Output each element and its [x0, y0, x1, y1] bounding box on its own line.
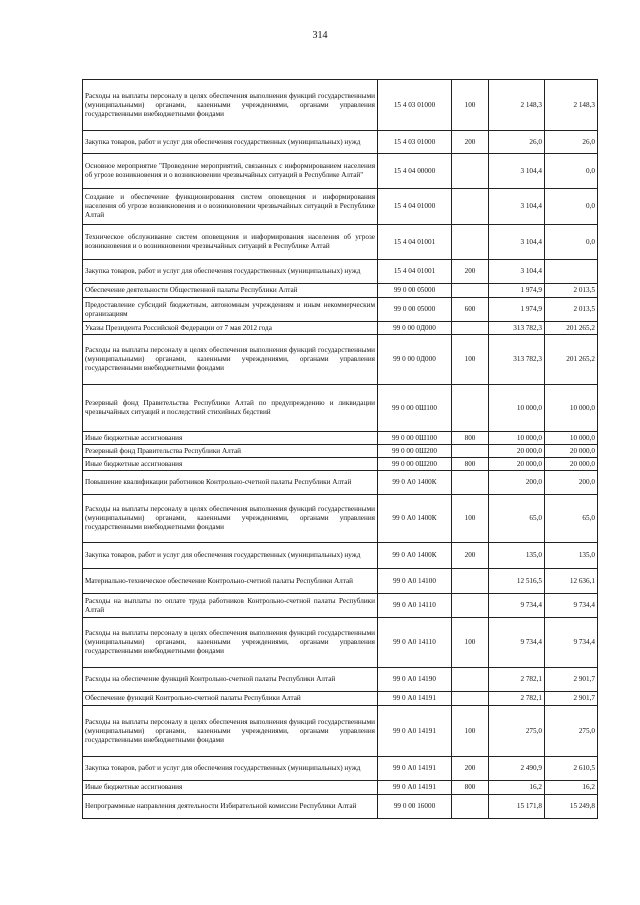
row-amount-year1: 20 000,0 — [489, 445, 545, 458]
row-amount-year2: 9 734,4 — [545, 618, 598, 668]
row-amount-year2: 201 265,2 — [545, 335, 598, 385]
row-expense-type: 100 — [452, 335, 489, 385]
table-row — [83, 322, 598, 335]
row-amount-year1: 12 516,5 — [489, 569, 545, 594]
table-row — [83, 795, 598, 819]
row-code: 99 0 А0 1400К — [378, 495, 452, 543]
table-row — [83, 543, 598, 569]
row-code: 99 0 А0 14100 — [378, 569, 452, 594]
row-amount-year1: 10 000,0 — [489, 432, 545, 445]
row-amount-year2 — [545, 260, 598, 284]
row-code: 99 0 00 05000 — [378, 284, 452, 298]
row-amount-year1: 3 104,4 — [489, 189, 545, 225]
table-row — [83, 668, 598, 692]
row-amount-year1: 10 000,0 — [489, 385, 545, 432]
table-row — [83, 445, 598, 458]
row-name: Закупка товаров, работ и услуг для обеспечения государственных (муниципальных) нужд — [83, 543, 378, 569]
row-name: Указы Президента Российской Федерации от 7 мая 2012 года — [83, 322, 378, 335]
table-row — [83, 618, 598, 668]
row-amount-year1: 3 104,4 — [489, 154, 545, 189]
row-amount-year1: 15 171,8 — [489, 795, 545, 819]
table-row — [83, 706, 598, 757]
row-code: 15 4 03 01000 — [378, 80, 452, 131]
row-code: 99 0 00 0Д000 — [378, 322, 452, 335]
row-expense-type: 100 — [452, 706, 489, 757]
row-name: Предоставление субсидий бюджетным, автономным учреждениям и иным некоммерческим организациям — [83, 298, 378, 322]
row-expense-type — [452, 154, 489, 189]
row-code: 15 4 03 01000 — [378, 131, 452, 154]
row-code: 99 0 А0 14191 — [378, 781, 452, 795]
row-amount-year2: 135,0 — [545, 543, 598, 569]
row-amount-year2: 9 734,4 — [545, 594, 598, 618]
row-expense-type: 600 — [452, 298, 489, 322]
row-expense-type: 200 — [452, 757, 489, 781]
budget-table — [82, 79, 598, 819]
row-amount-year2: 275,0 — [545, 706, 598, 757]
row-amount-year2: 0,0 — [545, 225, 598, 260]
row-amount-year1: 135,0 — [489, 543, 545, 569]
table-row — [83, 298, 598, 322]
row-amount-year2: 201 265,2 — [545, 322, 598, 335]
row-amount-year1: 275,0 — [489, 706, 545, 757]
row-expense-type: 200 — [452, 543, 489, 569]
row-amount-year2: 65,0 — [545, 495, 598, 543]
row-expense-type — [452, 795, 489, 819]
row-code: 99 0 00 16000 — [378, 795, 452, 819]
row-amount-year1: 313 782,3 — [489, 322, 545, 335]
row-code: 99 0 00 0Ш100 — [378, 385, 452, 432]
row-expense-type: 200 — [452, 131, 489, 154]
row-expense-type — [452, 225, 489, 260]
row-name: Материально-техническое обеспечение Контрольно-счетной палаты Республики Алтай — [83, 569, 378, 594]
budget-table-body — [83, 80, 598, 819]
row-amount-year2: 20 000,0 — [545, 458, 598, 471]
row-code: 15 4 04 01001 — [378, 260, 452, 284]
row-code: 99 0 А0 14110 — [378, 618, 452, 668]
table-row — [83, 284, 598, 298]
row-code: 99 0 А0 14191 — [378, 692, 452, 706]
row-amount-year1: 2 490,9 — [489, 757, 545, 781]
row-name: Иные бюджетные ассигнования — [83, 781, 378, 795]
row-code: 15 4 04 00000 — [378, 154, 452, 189]
row-name: Расходы на обеспечение функций Контрольно-счетной палаты Республики Алтай — [83, 668, 378, 692]
row-code: 99 0 А0 14190 — [378, 668, 452, 692]
row-amount-year1: 16,2 — [489, 781, 545, 795]
row-expense-type: 200 — [452, 260, 489, 284]
row-code: 99 0 А0 14110 — [378, 594, 452, 618]
row-expense-type — [452, 445, 489, 458]
row-name: Техническое обслуживание систем оповещения и информирования населения об угрозе возникновения и о возникновении чрезвычайных ситуаций в Республике Алтай — [83, 225, 378, 260]
table-row — [83, 757, 598, 781]
row-amount-year1: 26,0 — [489, 131, 545, 154]
row-name: Закупка товаров, работ и услуг для обеспечения государственных (муниципальных) нужд — [83, 757, 378, 781]
row-name: Расходы на выплаты персоналу в целях обеспечения выполнения функций государственными (муниципальными) органами, казенными учреждениями, органами управления государственными внебюджетными фондами — [83, 495, 378, 543]
row-name: Закупка товаров, работ и услуг для обеспечения государственных (муниципальных) нужд — [83, 131, 378, 154]
row-code: 99 0 А0 14191 — [378, 757, 452, 781]
row-amount-year2: 2 901,7 — [545, 668, 598, 692]
table-row — [83, 471, 598, 495]
row-code: 99 0 А0 14191 — [378, 706, 452, 757]
row-code: 15 4 04 01001 — [378, 225, 452, 260]
row-name: Иные бюджетные ассигнования — [83, 432, 378, 445]
row-name: Создание и обеспечение функционирования систем оповещения и информирования населения об угрозе возникновения и о возникновении чрезвычайных ситуаций в Республике Алтай — [83, 189, 378, 225]
row-name: Иные бюджетные ассигнования — [83, 458, 378, 471]
row-expense-type: 800 — [452, 781, 489, 795]
table-row — [83, 432, 598, 445]
row-amount-year1: 9 734,4 — [489, 594, 545, 618]
row-code: 99 0 00 0Д000 — [378, 335, 452, 385]
row-amount-year2: 0,0 — [545, 154, 598, 189]
row-amount-year1: 65,0 — [489, 495, 545, 543]
row-amount-year1: 1 974,9 — [489, 284, 545, 298]
row-name: Резервный фонд Правительства Республики Алтай — [83, 445, 378, 458]
row-amount-year2: 20 000,0 — [545, 445, 598, 458]
row-amount-year1: 1 974,9 — [489, 298, 545, 322]
row-code: 99 0 А0 1400К — [378, 471, 452, 495]
row-expense-type: 100 — [452, 618, 489, 668]
table-row — [83, 495, 598, 543]
row-amount-year2: 12 636,1 — [545, 569, 598, 594]
row-amount-year1: 200,0 — [489, 471, 545, 495]
row-code: 99 0 00 0Ш200 — [378, 458, 452, 471]
row-name: Основное мероприятие "Проведение мероприятий, связанных с информированием населения об угрозе возникновения и о возникновении чрезвычайных ситуаций в Республике Алтай" — [83, 154, 378, 189]
row-code: 99 0 00 0Ш200 — [378, 445, 452, 458]
row-amount-year2: 10 000,0 — [545, 432, 598, 445]
row-name: Закупка товаров, работ и услуг для обеспечения государственных (муниципальных) нужд — [83, 260, 378, 284]
row-amount-year2: 2 610,5 — [545, 757, 598, 781]
row-expense-type — [452, 569, 489, 594]
row-amount-year1: 3 104,4 — [489, 260, 545, 284]
row-expense-type — [452, 385, 489, 432]
row-name: Резервный фонд Правительства Республики Алтай по предупреждению и ликвидации чрезвычайных ситуаций и последствий стихийных бедствий — [83, 385, 378, 432]
table-row — [83, 260, 598, 284]
row-expense-type — [452, 322, 489, 335]
row-name: Расходы на выплаты по оплате труда работников Контрольно-счетной палаты Республики Алтай — [83, 594, 378, 618]
row-amount-year2: 2 148,3 — [545, 80, 598, 131]
row-expense-type: 100 — [452, 80, 489, 131]
table-row — [83, 225, 598, 260]
table-row — [83, 569, 598, 594]
row-expense-type — [452, 668, 489, 692]
row-expense-type: 800 — [452, 458, 489, 471]
row-amount-year1: 2 148,3 — [489, 80, 545, 131]
row-amount-year1: 2 782,1 — [489, 692, 545, 706]
table-row — [83, 189, 598, 225]
row-amount-year2: 2 013,5 — [545, 298, 598, 322]
row-amount-year2: 16,2 — [545, 781, 598, 795]
table-row — [83, 131, 598, 154]
row-expense-type: 100 — [452, 495, 489, 543]
row-expense-type: 800 — [452, 432, 489, 445]
table-row — [83, 154, 598, 189]
row-amount-year2: 26,0 — [545, 131, 598, 154]
row-expense-type — [452, 284, 489, 298]
table-row — [83, 458, 598, 471]
table-row — [83, 692, 598, 706]
row-name: Непрограммные направления деятельности Избирательной комиссии Республики Алтай — [83, 795, 378, 819]
row-code: 99 0 00 0Ш100 — [378, 432, 452, 445]
row-expense-type — [452, 189, 489, 225]
table-row — [83, 594, 598, 618]
row-name: Расходы на выплаты персоналу в целях обеспечения выполнения функций государственными (муниципальными) органами, казенными учреждениями, органами управления государственными внебюджетными фондами — [83, 618, 378, 668]
row-expense-type — [452, 692, 489, 706]
row-amount-year2: 2 013,5 — [545, 284, 598, 298]
row-amount-year2: 10 000,0 — [545, 385, 598, 432]
row-amount-year2: 200,0 — [545, 471, 598, 495]
row-amount-year2: 2 901,7 — [545, 692, 598, 706]
row-name: Повышение квалификации работников Контрольно-счетной палаты Республики Алтай — [83, 471, 378, 495]
row-expense-type — [452, 594, 489, 618]
row-code: 99 0 А0 1400К — [378, 543, 452, 569]
row-code: 99 0 00 05000 — [378, 298, 452, 322]
row-amount-year2: 15 249,8 — [545, 795, 598, 819]
row-name: Обеспечение деятельности Общественной палаты Республики Алтай — [83, 284, 378, 298]
row-amount-year1: 20 000,0 — [489, 458, 545, 471]
row-name: Расходы на выплаты персоналу в целях обеспечения выполнения функций государственными (муниципальными) органами, казенными учреждениями, органами управления государственными внебюджетными фондами — [83, 706, 378, 757]
row-expense-type — [452, 471, 489, 495]
row-amount-year1: 2 782,1 — [489, 668, 545, 692]
row-amount-year1: 9 734,4 — [489, 618, 545, 668]
row-code: 15 4 04 01000 — [378, 189, 452, 225]
row-name: Расходы на выплаты персоналу в целях обеспечения выполнения функций государственными (муниципальными) органами, казенными учреждениями, органами управления государственными внебюджетными фондами — [83, 80, 378, 131]
row-name: Обеспечение функций Контрольно-счетной палаты Республики Алтай — [83, 692, 378, 706]
table-row — [83, 781, 598, 795]
row-name: Расходы на выплаты персоналу в целях обеспечения выполнения функций государственными (муниципальными) органами, казенными учреждениями, органами управления государственными внебюджетными фондами — [83, 335, 378, 385]
page-number: 314 — [312, 30, 328, 41]
row-amount-year1: 313 782,3 — [489, 335, 545, 385]
table-row — [83, 80, 598, 131]
row-amount-year1: 3 104,4 — [489, 225, 545, 260]
table-row — [83, 385, 598, 432]
table-row — [83, 335, 598, 385]
row-amount-year2: 0,0 — [545, 189, 598, 225]
